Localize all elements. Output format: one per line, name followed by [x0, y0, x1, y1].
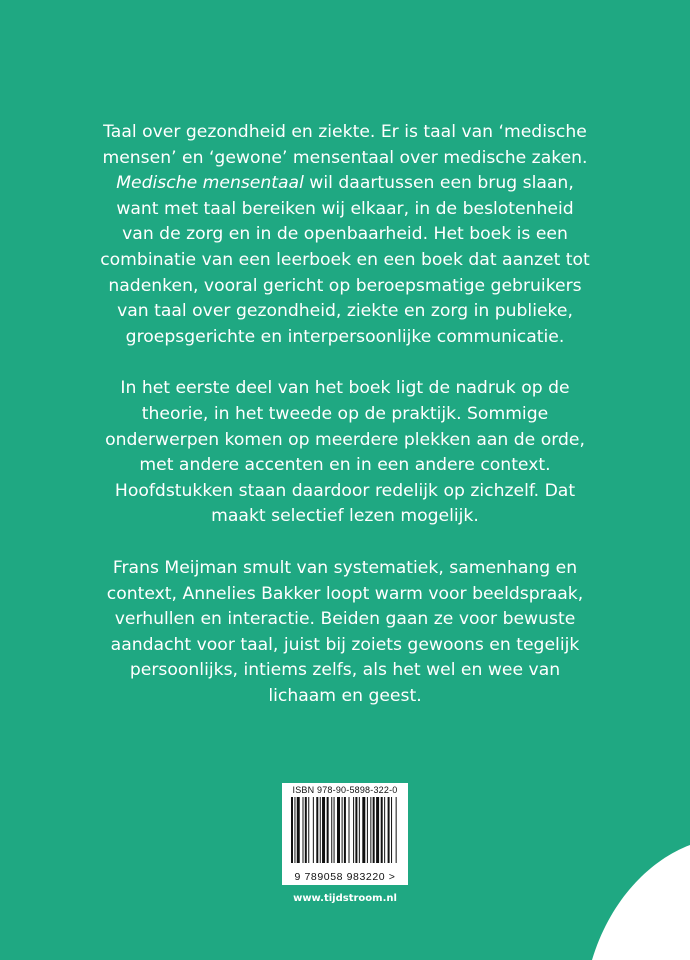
blurb-p1-intro: Taal over gezondheid en ziekte. Er is taal van ‘medische mensen’ en ‘gewone’ mensentaal over medische zaken. — [102, 122, 588, 168]
isbn-label: ISBN 978-90-5898-322-0 — [292, 785, 398, 795]
blurb-paragraph-2: In het eerste deel van het boek ligt de nadruk op de theorie, in het tweede op de praktijk. Sommige onderwerpen komen op meerdere plekken aan de orde, met andere accenten en in een andere context. Hoofdstukken staan daardoor redelijk op zichzelf. Dat maakt selectief lezen mogelijk. — [105, 378, 585, 527]
book-title-italic: Medische mensentaal — [116, 173, 304, 194]
blurb-paragraph-3: Frans Meijman smult van systematiek, samenhang en context, Annelies Bakker loopt warm voor beeldspraak, verhullen en interactie. Beiden gaan ze voor bewuste aandacht voor taal, juist bij zoiets gewoons en tegelijk persoonlijks, intiems zelfs, als het wel en wee van lichaam en geest. — [106, 557, 584, 706]
publisher-website: www.tijdstroom.nl — [293, 893, 397, 904]
blurb-p1-rest: wil daartussen een brug slaan, want met taal bereiken wij elkaar, in de beslotenheid van de zorg en in de openbaarheid. Het boek is een combinatie van een leerboek en een boek dat aanzet tot nadenken, vooral gericht op beroepsmatige gebruikers van taal over gezondheid, ziekte en zorg in publieke, groepsgerichte en interpersoonlijke communicatie. — [100, 173, 590, 347]
barcode-digits: 9 789058 983220 > — [294, 871, 396, 883]
